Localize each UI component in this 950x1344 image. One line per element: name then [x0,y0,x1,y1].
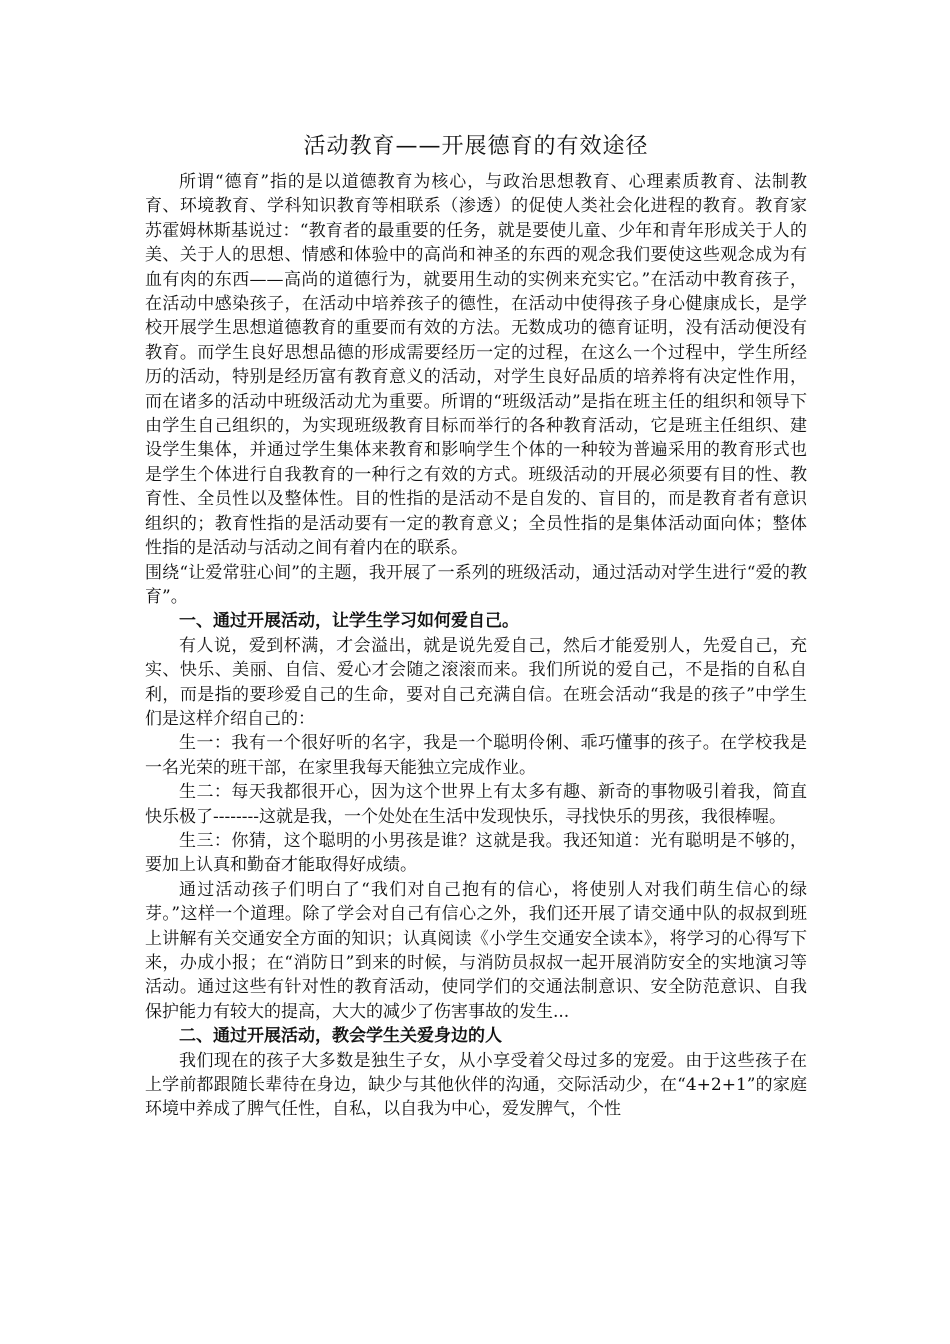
section-2-paragraph: 我们现在的孩子大多数是独生子女，从小享受着父母过多的宠爱。由于这些孩子在上学前都跟随长辈待在身边，缺少与其他伙伴的沟通，交际活动少，在“4+2+1”的家庭环境中养成了脾气任性，自私，以自我为中心，爱发脾气，个性 [145,1050,807,1120]
section-1-summary-paragraph: 通过活动孩子们明白了“我们对自己抱有的信心，将使别人对我们萌生信心的绿芽。”这样一个道理。除了学会对自己有信心之外，我们还开展了请交通中队的叔叔到班上讲解有关交通安全方面的知识；认真阅读《小学生交通安全读本》，将学习的心得写下来，办成小报；在“消防日”到来的时候，与消防员叔叔一起开展消防安全的实地演习等活动。通过这些有针对性的教育活动，使同学们的交通法制意识、安全防范意识、自我保护能力有较大的提高，大大的减少了伤害事故的发生... [145,879,807,1022]
student-2-paragraph: 生二：每天我都很开心，因为这个世界上有太多有趣、新奇的事物吸引着我，简直快乐极了--------这就是我，一个处处在生活中发现快乐，寻找快乐的男孩，我很棒喔。 [145,782,807,827]
section-heading-1: 一、通过开展活动，让学生学习如何爱自己。 [179,611,519,632]
student-3-paragraph: 生三：你猜，这个聪明的小男孩是谁？这就是我。我还知道：光有聪明是不够的，要加上认真和勤奋才能取得好成绩。 [145,830,807,876]
student-1-paragraph: 生一：我有一个很好听的名字，我是一个聪明伶俐、乖巧懂事的孩子。在学校我是一名光荣的班干部，在家里我每天能独立完成作业。 [145,733,807,778]
section-heading-2: 二、通过开展活动，教会学生关爱身边的人 [179,1026,502,1047]
intro-paragraph: 所谓“德育”指的是以道德教育为核心，与政治思想教育、心理素质教育、法制教育、环境教育、学科知识教育等相联系（渗透）的促使人类社会化进程的教育。教育家苏霍姆林斯基说过：“教育者的最重要的任务，就是要使儿童、少年和青年形成关于人的美、关于人的思想、情感和体验中的高尚和神圣的东西的观念我们要使这些观念成为有血有肉的东西——高尚的道德行为，就要用生动的实例来充实它。”在活动中教育孩子，在活动中感染孩子，在活动中培养孩子的德性，在活动中使得孩子身心健康成长，是学校开展学生思想道德教育的重要而有效的方法。无数成功的德育证明，没有活动便没有教育。而学生良好思想品德的形成需要经历一定的过程，在这么一个过程中，学生所经历的活动，特别是经历富有教育意义的活动，对学生良好品质的培养将有决定性作用，而在诸多的活动中班级活动尤为重要。所谓的“班级活动”是指在班主任的组织和领导下由学生自己组织的，为实现班级教育目标而举行的各种教育活动，它是班主任组织、建设学生集体，并通过学生集体来教育和影响学生个体的一种较为普遍采用的教育形式也是学生个体进行自我教育的一种行之有效的方式。班级活动的开展必须要有目的性、教育性、全员性以及整体性。目的性指的是活动不是自发的、盲目的，而是教育者有意识组织的；教育性指的是活动要有一定的教育意义；全员性指的是集体活动面向体；整体性指的是活动与活动之间有着内在的联系。 [145,172,807,559]
document-title: 活动教育——开展德育的有效途径 [303,134,649,159]
document-page [145,130,807,1122]
section-1-paragraph: 有人说，爱到杯满，才会溢出，就是说先爱自己，然后才能爱别人，先爱自己，充实、快乐、美丽、自信、爱心才会随之滚滚而来。我们所说的爱自己，不是指的自私自利，而是指的要珍爱自己的生命，要对自己充满自信。在班会活动“我是的孩子”中学生们是这样介绍自己的： [145,635,807,729]
theme-paragraph: 围绕“让爱常驻心间”的主题，我开展了一系列的班级活动，通过活动对学生进行“爱的教育”。 [145,562,807,607]
